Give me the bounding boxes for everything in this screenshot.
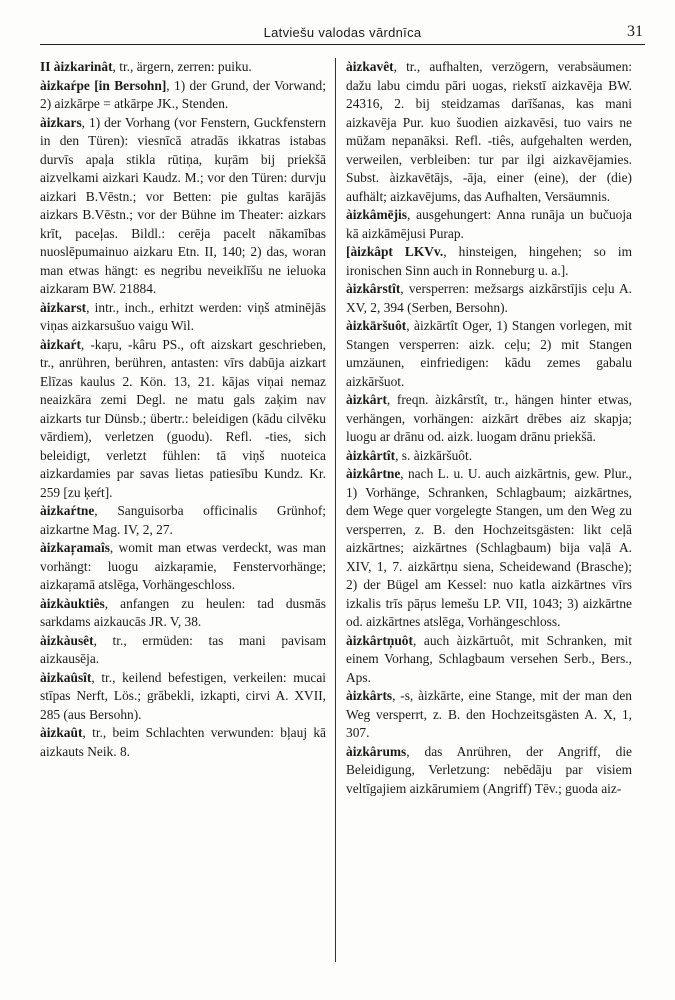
- right-column: [346, 58, 632, 798]
- dictionary-entry: àizkaŕpe [in Bersohn], 1) der Grund, der Vorwand; 2) aizkārpe = atkārpe JK., Stenden.: [40, 77, 326, 111]
- page-header: [40, 22, 645, 45]
- dictionary-entry: àizkarst, intr., inch., erhitzt werden: viņš atminējās viņas aizkarsušuo vaigu Wil.: [40, 299, 326, 333]
- dictionary-entry: àizkàusêt, tr., ermüden: tas mani pavisam aizkausēja.: [40, 632, 326, 666]
- dictionary-entry: àizkaŕt, -kaŗu, -kâru PS., oft aizskart geschrieben, tr., anrühren, berühren, antasten: vīrs dabūja aizkart Elīzas kaulus 2. Kön. 13, 21. kājas viņai nemaz neaizkāra zemi Degl. ne matu gals zaķim nav aizkarts tur Dünsb.; übertr.: beleidigen (kādu cilvēku vārdiem), verletzen (guodu). Refl. -ties, sich beleidigt, verletzt fühlen: tā viņš nuoteica aizkardamies par savas lietas patiesību Kundz. Kr. 259 [zu ķeŕt].: [40, 336, 326, 500]
- dictionary-entry: àizkaût, tr., beim Schlachten verwunden: bļauj kā aizkauts Neik. 8.: [40, 725, 326, 759]
- running-title: Latviešu valodas vārdnīca: [263, 25, 422, 40]
- dictionary-entry: àizkârtņuôt, auch àizkārtuôt, mit Schranken, mit einem Vorhang, Schlagbaum versehen Serb., Bers., Aps.: [346, 632, 632, 685]
- dictionary-entry: àizkârums, das Anrühren, der Angriff, die Beleidigung, Verletzung: nebēdāju par visiem veltīgajiem aizkārumiem (Angriff) Tēv.; guoda aiz-: [346, 743, 632, 796]
- dictionary-entry: àizkârtît, s. àizkāršuôt.: [346, 447, 473, 463]
- dictionary-entry: àizkaŕtne, Sanguisorba officinalis Grünhof; aizkartne Mag. IV, 2, 27.: [40, 503, 326, 537]
- page-number: 31: [627, 23, 643, 40]
- dictionary-entry: àizkàuktiês, anfangen zu heulen: tad dusmās sarkdams aizkaucās JR. V, 38.: [40, 595, 326, 629]
- dictionary-entry: àizkârt, freqn. àizkârstît, tr., hängen hinter etwas, verhängen, vorhängen: aizkārt drēbes aiz skapja; luogu ar drānu od. aizk. luogam drānu priekšā.: [346, 392, 632, 444]
- dictionary-entry: àizkârstît, versperren: mežsargs aizkārstījis ceļu A. XV, 2, 394 (Serben, Bersohn).: [346, 281, 632, 315]
- dictionary-entry: II àizkarinât, tr., ärgern, zerren: puiku.: [40, 59, 252, 74]
- dictionary-entry: àizkaŗamaîs, womit man etwas verdeckt, was man vorhängt: luogu aizkaŗamie, Fenstervorhänge; aizkaŗamā atslēga, Vorhängeschloss.: [40, 540, 326, 592]
- dictionary-entry: [àizkâpt LKVv., hinsteigen, hingehen; so im ironischen Sinn auch in Ronneburg u. a.].: [346, 244, 632, 278]
- dictionary-entry: àizkârts, -s, àizkārte, eine Stange, mit der man den Weg versperrt, z. B. den Hochzeitsgästen A. X, 1, 307.: [346, 688, 632, 740]
- dictionary-body: [40, 58, 645, 990]
- dictionary-entry: àizkârtne, nach L. u. U. auch aizkārtnis, gew. Plur., 1) Vorhänge, Schranken, Schlagbaum; aizkārtnes, dem Wege quer vorgelegte Stangen, um den Weg zu versperren, z. B. den Hochzeitsgästen: likt ceļā aizkārtnes; aizkārtnes (Schlagbaum) bija vaļā A. XIV, 1, 7. aizkārtņu siena, Scheidewand (Brasche); 2) der Bügel am Kessel: nuo katla aizkārtnes vīrs izkalis trīs pāŗus lemešu LP. VII, 1043; 3) aizkārtne od. aizkārtnes atslēga, Vorhängeschloss.: [346, 466, 632, 629]
- dictionary-entry: àizkāršuôt, àizkārtît Oger, 1) Stangen vorlegen, mit Stangen versperren: aizk. ceļu; 2) mit Stangen umzäunen, einfriedigen: kādu zemes gabalu aizkāršuot.: [346, 318, 632, 389]
- column-divider: [335, 58, 336, 962]
- dictionary-entry: àizkâmējis, ausgehungert: Anna runāja un bučuoja kā aizkāmējusi Purap.: [346, 207, 632, 241]
- dictionary-entry: àizkavêt, tr., aufhalten, verzögern, verabsäumen: dažu labu cimdu pāri uogas, riekstī aizkavēja BW. 24316, 2. bij steidzamas darīšanas, kas mani aizkavēja Pur. kuo šuodien aizkavēsi, tuo vairs ne mūžam nepanāksi. Refl. -tiês, aufgehalten werden, verweilen, verbleiben: tur par ilgi aizkavējamies. Subst. àizkavētājs, -āja, einer (eine), der (die) aufhält; aizkavējums, das Aufhalten, Versäumnis.: [346, 59, 632, 204]
- dictionary-entry: àizkaûsît, tr., keilend befestigen, verkeilen: mucai stīpas Nerft, Lös.; grābekli, izkapti, cirvi A. XVII, 285 (aus Bersohn).: [40, 669, 326, 722]
- dictionary-entry: àizkars, 1) der Vorhang (vor Fenstern, Guckfenstern in den Türen): viesnīcā atradās ikkatras istabas durvīs apaļa stikla rūtiņa, kuŗām bij priekšā aizvelkami aizkari Kaudz. M.; vor den Türen: durvju aizkari B.Vēstn.; vor Betten: pie gultas karājās aizkars B.Vēstn.; vor der Bühne im Theater: aizkars krīt, paceļas. Bildl.: cerēja pacelt nākamības nuoslēpumainuo aizkaru Etn. II, 140; 2) das, woran man etwas hängt: es negribu neveiklīšu ne ieluoka aizkaram BW. 21884.: [40, 114, 326, 296]
- left-column: [40, 58, 326, 761]
